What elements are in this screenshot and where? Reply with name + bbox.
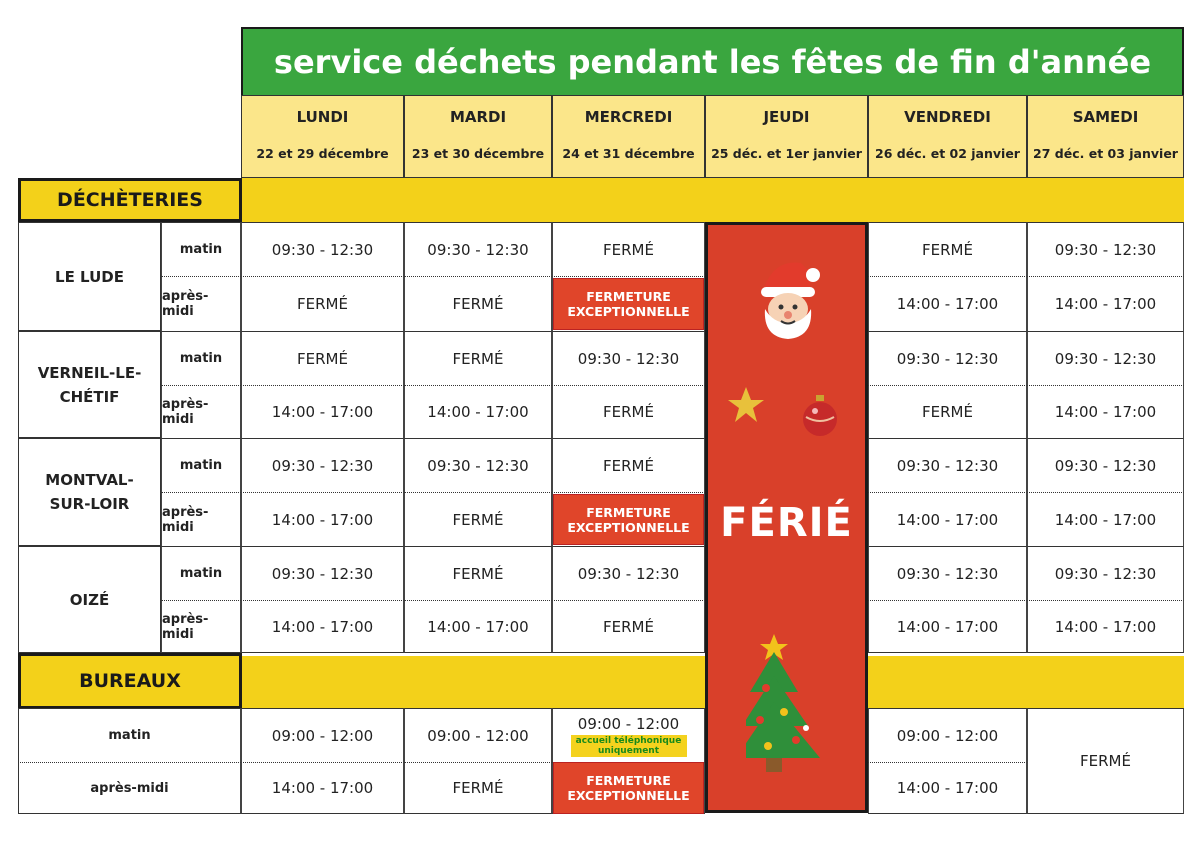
schedule-cell [552,276,705,331]
schedule-cell: 09:30 - 12:30 [241,546,404,600]
schedule-cell: 14:00 - 17:00 [1027,492,1184,546]
holiday-column [705,222,868,813]
day-header-samedi [1027,95,1184,178]
day-name: SAMEDI [1072,108,1139,126]
schedule-cell: 09:30 - 12:30 [1027,331,1184,385]
day-name: VENDREDI [904,108,991,126]
period-matin: matin [161,546,241,600]
day-name: JEUDI [763,108,810,126]
section-dechetteries: DÉCHÈTERIES [18,178,242,222]
site-name: OIZÉ [18,546,161,653]
schedule-cell: 09:30 - 12:30 [868,331,1027,385]
schedule-cell: 09:30 - 12:30 [1027,546,1184,600]
page-title: service déchets pendant les fêtes de fin d'année [241,27,1184,95]
schedule-cell [552,492,705,546]
schedule-cell: 09:00 - 12:00 [868,708,1027,762]
phone-only-note: accueil téléphonique uniquement [571,735,687,757]
schedule-cell: FERMÉ [404,492,552,546]
schedule-cell: 14:00 - 17:00 [868,762,1027,814]
day-name: LUNDI [296,108,349,126]
schedule-cell: FERMÉ [552,385,705,438]
schedule-cell: FERMÉ [868,222,1027,276]
schedule-cell: 14:00 - 17:00 [868,276,1027,331]
schedule-cell [552,762,705,814]
schedule-cell: 14:00 - 17:00 [241,600,404,653]
schedule-cell: FERMÉ [241,331,404,385]
period-apres-midi: après-midi [161,276,241,331]
exceptional-closure-badge: FERMETURE EXCEPTIONNELLE [553,762,704,814]
schedule-cell: 14:00 - 17:00 [241,385,404,438]
schedule-cell: FERMÉ [552,438,705,492]
schedule-cell: 14:00 - 17:00 [868,492,1027,546]
period-matin: matin [161,222,241,276]
santa-icon [753,253,823,343]
ornament-icon [800,393,840,439]
schedule-cell: 14:00 - 17:00 [1027,385,1184,438]
day-header-mardi [404,95,552,178]
site-name: VERNEIL-LE-CHÉTIF [18,331,161,438]
schedule-cell: 09:30 - 12:30 [1027,222,1184,276]
schedule-cell: FERMÉ [1027,708,1184,814]
schedule-cell: 14:00 - 17:00 [1027,600,1184,653]
schedule-cell: FERMÉ [404,762,552,814]
period-apres-midi: après-midi [161,385,241,438]
schedule-cell: FERMÉ [552,600,705,653]
holiday-label: FÉRIÉ [720,500,853,546]
schedule-cell: 09:30 - 12:30 [241,438,404,492]
schedule-cell: 09:00 - 12:00 [404,708,552,762]
schedule-cell: 09:30 - 12:30 [404,438,552,492]
schedule-cell: FERMÉ [404,331,552,385]
section-bureaux: BUREAUX [18,653,242,709]
day-dates: 26 déc. et 02 janvier [875,146,1020,161]
schedule-cell: FERMÉ [552,222,705,276]
schedule-cell: 09:30 - 12:30 [868,546,1027,600]
schedule-cell: FERMÉ [241,276,404,331]
period-matin: matin [161,331,241,385]
day-header-lundi [241,95,404,178]
day-dates: 27 déc. et 03 janvier [1033,146,1178,161]
day-header-jeudi [705,95,868,178]
period-matin: matin [18,708,241,762]
schedule-cell: 14:00 - 17:00 [241,762,404,814]
schedule-cell: 14:00 - 17:00 [1027,276,1184,331]
schedule-time: 09:00 - 12:00 [577,714,680,733]
christmas-tree-icon [746,630,856,780]
schedule-cell: 09:30 - 12:30 [868,438,1027,492]
schedule-cell: 14:00 - 17:00 [404,600,552,653]
day-dates: 25 déc. et 1er janvier [711,146,862,161]
schedule-cell: 09:30 - 12:30 [552,331,705,385]
day-name: MARDI [449,108,507,126]
exceptional-closure-badge: FERMETURE EXCEPTIONNELLE [553,494,704,545]
day-header-vendredi [868,95,1027,178]
schedule-cell: FERMÉ [404,546,552,600]
schedule-cell: 09:00 - 12:00 [241,708,404,762]
period-matin: matin [161,438,241,492]
site-name: MONTVAL-SUR-LOIR [18,438,161,546]
schedule-cell: 14:00 - 17:00 [868,600,1027,653]
site-name: LE LUDE [18,222,161,331]
period-apres-midi: après-midi [161,492,241,546]
star-icon [726,385,766,425]
schedule-cell: 09:30 - 12:30 [1027,438,1184,492]
schedule-cell: 14:00 - 17:00 [404,385,552,438]
period-apres-midi: après-midi [18,762,241,814]
period-apres-midi: après-midi [161,600,241,653]
day-dates: 24 et 31 décembre [562,146,695,161]
schedule-cell: 09:30 - 12:30 [552,546,705,600]
day-dates: 22 et 29 décembre [256,146,389,161]
schedule-cell: FERMÉ [404,276,552,331]
schedule-cell: FERMÉ [868,385,1027,438]
schedule-cell: 09:30 - 12:30 [404,222,552,276]
schedule-cell [552,708,705,762]
schedule-cell: 14:00 - 17:00 [241,492,404,546]
exceptional-closure-badge: FERMETURE EXCEPTIONNELLE [553,278,704,330]
schedule-cell: 09:30 - 12:30 [241,222,404,276]
day-header-mercredi [552,95,705,178]
section-bar [241,178,1184,222]
day-name: MERCREDI [584,108,673,126]
day-dates: 23 et 30 décembre [411,146,545,161]
